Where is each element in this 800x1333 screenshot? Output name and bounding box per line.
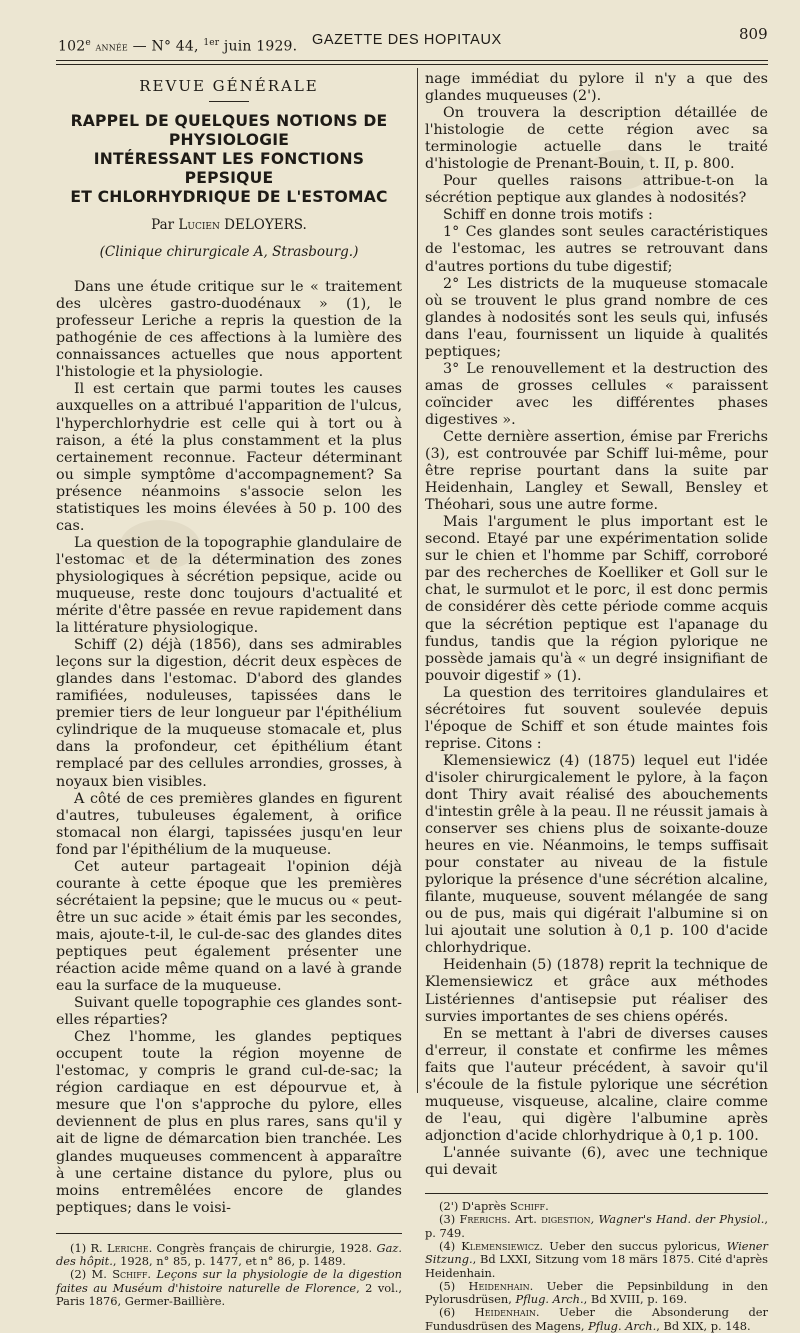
body-paragraph: En se mettant à l'abri de diverses causes d'erreur, il constate et confirme les mêmes faits que l'auteur précédent, à savoir qu'il s'écoule de la fistule pylorique une sécrétion muqueuse, visqueuse, alcaline, claire comme de l'eau, qui digère l'albumine après adjonction d'acide chlorhydrique à 0,1 p. 100.: [425, 1025, 768, 1144]
body-paragraph: Cet auteur partageait l'opinion déjà courante à cette époque que les premières sécrétaient la pepsine; que le mucus ou « peut-être un suc acide » était émis par les secondes, mais, ajoute-t-il, le cul-de-sac des glandes dites peptiques peut également présenter une réaction acide même quand on a lavé à grande eau la surface de la muqueuse.: [56, 858, 402, 995]
footnote-rule: [56, 1233, 402, 1234]
body-paragraph: 1° Ces glandes sont seules caractéristiques de l'estomac, les autres se retrouvant dans d'autres portions du tube digestif;: [425, 224, 768, 275]
body-paragraph: Klemensiewicz (4) (1875) lequel eut l'idée d'isoler chirurgicalement le pylore, à la façon dont Thiry avait réalisé des abouchements d'intestin grêle à la peau. Il ne réussit jamais à conserver ses chiens plus de soixante-douze heures en vie. Néanmoins, le temps suffisait pour constater au niveau de la fistule pylorique la présence d'une sécrétion alcaline, filante, muqueuse, souvent mélangée de sang ou de pus, mais qui digérait l'albumine si on lui ajoutait une solution à 0,1 p. 100 d'acide chlorhydrique.: [425, 752, 768, 957]
body-paragraph: Schiff en donne trois motifs :: [443, 207, 653, 224]
issue-info: 102e année — N° 44, $^{1er}$ juin 1929.: [58, 38, 298, 55]
journal-title: GAZETTE DES HOPITAUX: [312, 32, 502, 48]
footnote: (4) Klemensiewicz. Ueber den succus pyloricus, Wiener Sitzung., Bd LXXI, Sitzung vom 18 märs 1875. Cité d'après Heidenhain.: [425, 1238, 768, 1280]
rubric-rule: [209, 101, 249, 102]
left-column: [56, 72, 402, 1308]
footnote: (6) Heidenhain. Ueber die Absonderung der Fundusdrüsen des Magens, Pflug. Arch., Bd XIX, p. 148.: [425, 1305, 768, 1333]
body-paragraph: On trouvera la description détaillée de l'histologie de cette région avec sa terminologie actuelle dans le traité d'histologie de Prenant-Bouin, t. II, p. 800.: [425, 105, 768, 173]
footnote: (3) Frerichs. Art. digestion, Wagner's Hand. der Physiol., p. 749.: [425, 1212, 768, 1240]
body-paragraph: Pour quelles raisons attribue-t-on la sécrétion peptique aux glandes à nodosités?: [425, 173, 768, 207]
footnote: (5) Heidenhain. Ueber die Pepsinbildung in den Pylorusdrüsen, Pflug. Arch., Bd XVIII, p. 169.: [425, 1278, 768, 1307]
body-paragraph: Suivant quelle topographie ces glandes sont-elles réparties?: [56, 995, 402, 1029]
article-title: RAPPEL DE QUELQUES NOTIONS DE PHYSIOLOGIE INTÉRESSANT LES FONCTIONS PEPSIQUE ET CHLORHYDRIQUE DE L'ESTOMAC: [70, 112, 388, 207]
body-paragraph: Il est certain que parmi toutes les causes auxquelles on a attribué l'apparition de l'ulcus, l'hyperchlorhydrie est celle qui à tort ou à raison, a été la plus constamment et la plus certainement reconnue. Facteur déterminant ou simple symptôme d'accompagnement? Sa présence néanmoins s'associe selon les statistiques les moins élevées à 50 p. 100 des cas.: [56, 381, 402, 534]
footnote: (2') D'après Schiff.: [439, 1199, 549, 1214]
body-paragraph: Mais l'argument le plus important est le second. Etayé par une expérimentation solide sur le chien et l'homme par Schiff, corroboré par des recherches de Koelliker et Goll sur le chat, le surmulot et le porc, il est donc permis de considérer dès cette période comme acquis que la sécrétion peptique est l'apanage du fundus, tandis que la région pylorique ne possède jamais qu'à « un degré insignifiant de pouvoir digestif » (1).: [425, 514, 768, 684]
column-divider: [417, 68, 418, 1093]
header-rule: [56, 60, 768, 61]
body-paragraph: Cette dernière assertion, émise par Frerichs (3), est controuvée par Schiff lui-même, pour être reprise pourtant dans la suite par Heidenhain, Langley et Sewall, Bensley et Théohari, sous une autre forme.: [425, 428, 768, 514]
body-paragraph: 2° Les districts de la muqueuse stomacale où se trouvent le plus grand nombre de ces glandes à nodosités sont les seuls qui, infusés dans l'eau, fournissent un liquide à qualités peptiques;: [425, 275, 768, 360]
body-paragraph: La question des territoires glandulaires et sécrétoires fut souvent soulevée depuis l'époque de Schiff et son étude maintes fois reprise. Citons :: [425, 684, 768, 752]
body-paragraph: L'année suivante (6), avec une technique qui devait: [425, 1144, 768, 1178]
affiliation: (Clinique chirurgicale A, Strasbourg.): [99, 244, 359, 261]
body-paragraph: Schiff (2) déjà (1856), dans ses admirables leçons sur la digestion, décrit deux espèces de glandes dans l'estomac. D'abord des glandes ramifiées, noduleuses, tapissées dans le premier tiers de leur longueur par l'épithélium cylindrique de la muqueuse stomacale et, plus dans la profondeur, cet épithélium étant remplacé par des cellules arrondies, grosses, à noyaux bien visibles.: [56, 637, 402, 790]
body-paragraph: nage immédiat du pylore il n'y a que des glandes muqueuses (2').: [425, 71, 768, 105]
right-column: [425, 71, 768, 1333]
header-rule-thin: [56, 64, 768, 65]
footnote-rule: [425, 1193, 768, 1194]
article-author: Par Lucien DELOYERS.: [151, 217, 307, 234]
page-number: 809: [739, 25, 768, 43]
body-paragraph: La question de la topographie glandulaire de l'estomac et de la détermination des zones physiologiques à sécrétion pepsique, acide ou muqueuse, reste donc toujours d'actualité et mérite d'être passée en revue rapidement dans la littérature physiologique.: [56, 534, 402, 637]
body-paragraph: Dans une étude critique sur le « traitement des ulcères gastro-duodénaux » (1), le professeur Leriche a repris la question de la pathogénie de ces affections à la lumière des connaissances actuelles que nous apportent l'histologie et la physiologie.: [56, 279, 402, 381]
footnote: (1) R. Leriche. Congrès français de chirurgie, 1928. Gaz. des hôpit., 1928, n° 85, p. 1477, et n° 86, p. 1489.: [56, 1240, 402, 1269]
body-paragraph: A côté de ces premières glandes en figurent d'autres, tubuleuses également, à orifice stomacal non élargi, tapissées jusqu'en leur fond par l'épithélium de la muqueuse.: [56, 790, 402, 858]
body-paragraph: Chez l'homme, les glandes peptiques occupent toute la région moyenne de l'estomac, y compris le grand cul-de-sac; la région cardiaque en est dépourvue et, à mesure que l'on s'approche du pylore, elles deviennent de plus en plus rares, sans qu'il y ait de ligne de démarcation bien tranchée. Les glandes muqueuses commencent à apparaître à une certaine distance du pylore, plus ou moins entremêlées encore de glandes peptiques; dans le voisi-: [56, 1029, 402, 1216]
section-rubric: REVUE GÉNÉRALE: [139, 77, 319, 95]
body-paragraph: Heidenhain (5) (1878) reprit la technique de Klemensiewicz et grâce aux méthodes Listériennes d'antisepsie put réaliser des survies importantes de ses chiens opérés.: [425, 957, 768, 1025]
footnote: (2) M. Schiff. Leçons sur la physiologie de la digestion faites au Muséum d'histoire naturelle de Florence, 2 vol., Paris 1876, Germer-Baillière.: [56, 1267, 402, 1308]
body-paragraph: 3° Le renouvellement et la destruction des amas de grosses cellules « paraissent coïncider avec les différentes phases digestives ».: [425, 360, 768, 428]
